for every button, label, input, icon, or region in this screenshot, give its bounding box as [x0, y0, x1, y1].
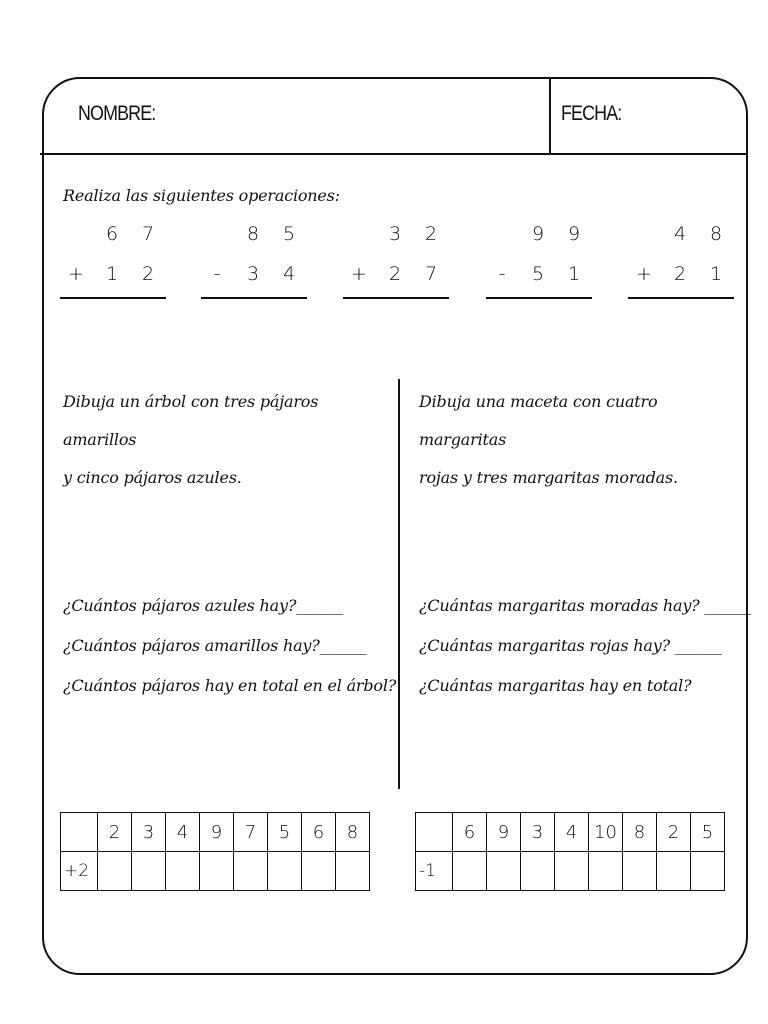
answer-cell[interactable]: [623, 852, 657, 891]
digit: 2: [673, 263, 687, 285]
answer-line: [628, 297, 734, 299]
answer-cell[interactable]: [521, 852, 555, 891]
row-label-cell: +2: [61, 852, 98, 891]
question-total-birds: ¿Cuántos pájaros hay en total en el árbol?: [63, 676, 397, 695]
digit: 6: [105, 223, 119, 245]
operation-top: [94, 223, 166, 245]
operation-bottom: [58, 263, 166, 285]
answer-line: [343, 297, 449, 299]
operation-5: [628, 0, 736, 285]
name-field-label: NOMBRE:: [78, 102, 156, 125]
operation-bottom: [199, 263, 307, 285]
digit: 2: [424, 223, 438, 245]
left-drawing-prompt: [63, 383, 383, 497]
table-cell: 8: [623, 813, 657, 852]
table-cell: 2: [657, 813, 691, 852]
digit: 5: [531, 263, 545, 285]
question-red-daisies: ¿Cuántas margaritas rojas hay? ______: [419, 636, 722, 655]
prompt-line: rojas y tres margaritas moradas.: [419, 468, 678, 487]
table-cell: 10: [589, 813, 623, 852]
question-yellow-birds: ¿Cuántos pájaros amarillos hay?______: [63, 636, 367, 655]
instructions-text: Realiza las siguientes operaciones:: [63, 186, 340, 205]
answer-cell[interactable]: [453, 852, 487, 891]
table-corner-cell: [61, 813, 98, 852]
question-blue-birds: ¿Cuántos pájaros azules hay?______: [63, 596, 344, 615]
digit: 9: [567, 223, 581, 245]
operator-sign: -: [213, 263, 221, 285]
answer-cell[interactable]: [691, 852, 725, 891]
prompt-line: Dibuja una maceta con cuatro margaritas: [419, 392, 658, 449]
table-cell: 2: [98, 813, 132, 852]
digit: 8: [246, 223, 260, 245]
digit: 7: [141, 223, 155, 245]
answer-line: [486, 297, 592, 299]
answer-cell[interactable]: [132, 852, 166, 891]
answer-cell[interactable]: [234, 852, 268, 891]
table-cell: 9: [200, 813, 234, 852]
operation-bottom: [626, 263, 734, 285]
table-cell: 4: [555, 813, 589, 852]
digit: 1: [567, 263, 581, 285]
table-cell: 6: [453, 813, 487, 852]
answer-cell[interactable]: [336, 852, 370, 891]
operator-sign: +: [68, 263, 84, 285]
digit: 1: [105, 263, 119, 285]
operator-sign: +: [636, 263, 652, 285]
digit: 8: [709, 223, 723, 245]
table-row: [61, 852, 370, 891]
question-total-daisies: ¿Cuántas margaritas hay en total?: [419, 676, 692, 695]
operation-bottom: [484, 263, 592, 285]
answer-cell[interactable]: [98, 852, 132, 891]
digit: 4: [282, 263, 296, 285]
table-corner-cell: [416, 813, 453, 852]
table-row: [416, 813, 725, 852]
digit: 2: [141, 263, 155, 285]
subtract-one-table: [415, 812, 725, 891]
column-divider: [398, 379, 400, 789]
question-purple-daisies: ¿Cuántas margaritas moradas hay? ______: [419, 596, 752, 615]
operator-sign: -: [498, 263, 506, 285]
row-label-cell: -1: [416, 852, 453, 891]
answer-cell[interactable]: [302, 852, 336, 891]
prompt-line: y cinco pájaros azules.: [63, 468, 242, 487]
table-cell: 8: [336, 813, 370, 852]
digit: 7: [424, 263, 438, 285]
table-cell: 3: [132, 813, 166, 852]
answer-cell[interactable]: [200, 852, 234, 891]
operation-top: [520, 223, 592, 245]
operation-2: [201, 0, 309, 285]
table-row: [416, 852, 725, 891]
operation-bottom: [341, 263, 449, 285]
table-cell: 3: [521, 813, 555, 852]
right-drawing-prompt: [419, 383, 737, 497]
digit: 3: [388, 223, 402, 245]
digit: 3: [246, 263, 260, 285]
answer-cell[interactable]: [487, 852, 521, 891]
header-separator: [40, 153, 746, 155]
answer-cell[interactable]: [166, 852, 200, 891]
header-divider: [549, 77, 551, 154]
table-cell: 5: [691, 813, 725, 852]
answer-cell[interactable]: [589, 852, 623, 891]
digit: 1: [709, 263, 723, 285]
table-cell: 7: [234, 813, 268, 852]
digit: 5: [282, 223, 296, 245]
digit: 2: [388, 263, 402, 285]
digit: 4: [673, 223, 687, 245]
table-cell: 9: [487, 813, 521, 852]
answer-line: [60, 297, 166, 299]
digit: 9: [531, 223, 545, 245]
answer-line: [201, 297, 307, 299]
table-row: [61, 813, 370, 852]
answer-cell[interactable]: [555, 852, 589, 891]
table-cell: 5: [268, 813, 302, 852]
answer-cell[interactable]: [657, 852, 691, 891]
table-cell: 6: [302, 813, 336, 852]
operation-top: [235, 223, 307, 245]
answer-cell[interactable]: [268, 852, 302, 891]
operation-top: [662, 223, 734, 245]
date-field-label: FECHA:: [561, 102, 622, 125]
add-two-table: [60, 812, 370, 891]
operation-top: [377, 223, 449, 245]
operation-3: [343, 0, 451, 285]
prompt-line: Dibuja un árbol con tres pájaros amarillos: [63, 392, 319, 449]
table-cell: 4: [166, 813, 200, 852]
operator-sign: +: [351, 263, 367, 285]
